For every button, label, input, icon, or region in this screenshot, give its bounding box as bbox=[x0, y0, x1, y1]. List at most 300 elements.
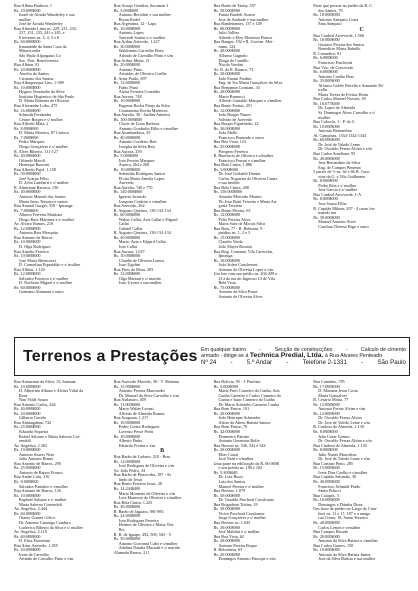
listing-line: Benedicto Maria Rabello bbox=[318, 47, 361, 52]
listing-line: Rua Artur Azevedo, 1.055 bbox=[14, 543, 58, 548]
listing-line: Joao Uyvari e sua mulher bbox=[118, 281, 162, 286]
listing-line: R. B. de Iguape, 492, 500, 502 - V. bbox=[113, 532, 172, 537]
listing-line: Dr. Osvaldo Ferraz Alvim e s/m bbox=[318, 147, 372, 152]
listing-line: Rs. 5:000$000 bbox=[213, 384, 238, 389]
listing-line: Rs. 12:000$000 bbox=[113, 459, 141, 464]
listing-line: Av. João Pedro, 34 bbox=[113, 468, 146, 473]
listing-line: Rs. 10:000$000 bbox=[213, 258, 241, 263]
listing-line: Rosa bbox=[19, 393, 28, 398]
listing-line: rama, 124 bbox=[218, 44, 236, 49]
listing-line: Rua Antonio de Barros, 126 bbox=[14, 489, 61, 494]
listing-line: Rua Alfredo Maia, 2 bbox=[14, 122, 49, 127]
listing-line: Joao Ugolini bbox=[118, 263, 141, 268]
listing-line: Carlos Nogueira de Oliveira Cintra bbox=[218, 176, 278, 181]
listing-line: D. Zelia Lamberti e s/ mulher bbox=[19, 181, 69, 186]
listing-line: Rua Caetano Pinto, 285 bbox=[313, 461, 354, 466]
listing-line: Rs. 10:000$000 bbox=[14, 493, 41, 498]
listing-line: João Borges Nunes bbox=[218, 113, 251, 118]
listing-line: Rs. 20:000$000 bbox=[14, 411, 41, 416]
listing-line: Alfredo de Almeida Ramos bbox=[118, 411, 165, 416]
listing-line: Amador Mercado Montes bbox=[218, 194, 262, 199]
listing-line: Victor Paschoal Cavalcante bbox=[218, 511, 265, 516]
listing-line: Dr. José de Toledo Leme bbox=[318, 142, 360, 147]
listing-line: Rs. 20:000$000 bbox=[14, 548, 41, 553]
listing-line: Pedro Marques bbox=[19, 140, 45, 145]
listing-line: Rs. 20:000$000 bbox=[113, 63, 141, 68]
listing-line: Rs. 150:000$000 bbox=[213, 190, 243, 195]
listing-line: Antonio da Silva Ponte bbox=[218, 290, 258, 295]
listing-line: Antonio da Silva Batista Junior bbox=[318, 552, 371, 557]
listing-line: Rs. 25:000$000 bbox=[213, 144, 241, 149]
listing-line: Elias Catait bbox=[218, 452, 238, 457]
listing-line: Raphael Salsano e s/ mulher bbox=[19, 498, 67, 503]
listing-line: Rua Azevedo, 262 bbox=[113, 204, 145, 209]
listing-line: Rua Aurora, 259 bbox=[113, 149, 142, 154]
listing-line: José Naid e s/mulher bbox=[218, 457, 254, 462]
listing-line: Rs. 30:000$000 bbox=[113, 44, 141, 49]
listing-line: Antonio Sampaio Costa bbox=[318, 17, 359, 22]
listing-line: Jorge Gonçalves e s/ mulher bbox=[218, 516, 266, 521]
listing-line: Francisco Penteado e outro bbox=[218, 135, 264, 140]
listing-line: Rs. 50:000$000 bbox=[213, 8, 241, 13]
listing-line: Francisco Paschiotti bbox=[318, 61, 353, 66]
listing-line: Rs. 20:000$000 bbox=[213, 411, 241, 416]
listing-line: Adelina Natalia Maciotti e s/ marido bbox=[118, 546, 181, 551]
listing-line: R. Barão de Jaguara, 981-983 bbox=[113, 509, 164, 514]
listing-line: Rua Brig. Constant, Vila Caravelas, bbox=[213, 249, 274, 254]
listing-line: Maria Teresa de Freitas Horta bbox=[318, 92, 369, 97]
listing-line: Rs. 7:000$000 bbox=[14, 208, 39, 213]
listing-line: Rua Bela Cintra, 1.886 bbox=[213, 163, 252, 168]
listing-line: Dr. Geraldo Paschoal Cavalcante bbox=[218, 498, 274, 503]
listing-line: mulher bbox=[318, 115, 331, 120]
listing-line: Alfonso Golele Petrella e Armando Pe- bbox=[318, 83, 384, 88]
listing-line: Rs. 20:000$000 bbox=[213, 552, 241, 557]
listing-line: Rua Carlos Manoel Novaes, 49 bbox=[313, 97, 366, 102]
listing-line: Rua Bela Cintra, 288 bbox=[213, 185, 249, 190]
listing-line: Dr. Luiz Rossi bbox=[218, 475, 243, 480]
listing-line: Rafael Salsano e Maria Salerno Cor- bbox=[19, 434, 81, 439]
listing-line: Carolina Theresa Rigo e outro bbox=[318, 224, 369, 229]
listing-line: Walter Callat, Azis Callat e Edgard bbox=[118, 217, 178, 222]
listing-line: Prospero Ferreira bbox=[218, 149, 248, 154]
listing-line: Rua Bangor, 192 e R. Govern. Mei- bbox=[213, 40, 274, 45]
listing-line: Diogo Ruiz Martinez e s/ mulher bbox=[19, 217, 75, 222]
listing-line: Dr. Osvaldo Ferraz Alvim e s/m bbox=[318, 439, 372, 444]
listing-line: Antonio Pereira Marcondes bbox=[118, 389, 166, 394]
listing-line: Antonio Pinto bbox=[118, 67, 143, 72]
listing-line: Rua Bresser ns. 540, 542 e 544 bbox=[213, 443, 266, 448]
listing-line: Rs. 40:000$000 bbox=[213, 49, 241, 54]
listing-line: Azevedo bbox=[118, 181, 134, 186]
listing-line: Rua Carlos Sondhuer, 95 bbox=[313, 151, 356, 156]
listing-line: Claudio de Oliveira Lemos bbox=[118, 258, 165, 263]
listing-line: Claudio Verda bbox=[218, 240, 243, 245]
listing-line: Al. Campinas, 1334-1342-1344 bbox=[313, 133, 367, 138]
listing-line: Rua Boa Vista, 123 bbox=[213, 140, 246, 145]
listing-line: Rs. 10:000$000 bbox=[14, 240, 41, 245]
listing-line: Tancredi Saitori e s/ mulher bbox=[118, 35, 166, 40]
listing-line: Rua Bento Freitas, 251 bbox=[213, 104, 253, 109]
listing-line: Carlos Lemos e s/mulher bbox=[318, 525, 361, 530]
listing-line: Rs. 8:000$000 bbox=[313, 179, 338, 184]
listing-line: D. Carmelina Esperidião e s/ mulher bbox=[19, 263, 81, 268]
listing-line: Jose Rodrigues Ferreira bbox=[118, 518, 159, 523]
listing-line: Orlando Maioli bbox=[19, 158, 45, 163]
listing-line: Rs. 5:000$000 bbox=[213, 167, 238, 172]
listing-line: Cunha e Isaac Carneiro da Cunha bbox=[218, 398, 275, 403]
listing-line: Rs. 100:000$000 bbox=[113, 117, 143, 122]
listing-line: Alziro de Abreu Batista Santos bbox=[218, 420, 271, 425]
listing-line: Diogo Gonçalves e s/ mulher bbox=[19, 144, 68, 149]
listing-line: D. Olga Rodrigues bbox=[19, 244, 51, 249]
listing-line: Rs. 40:000$000 bbox=[313, 520, 340, 525]
listing-line: Rua Carlos Gomes, 150 bbox=[313, 543, 354, 548]
listing-line: Rs. 60:000$000 bbox=[14, 285, 41, 290]
listing-line: e seu prédio ns. 100 e 102 bbox=[218, 466, 263, 471]
listing-line: Rs. 30:000$000 bbox=[313, 215, 340, 220]
listing-line: São Paulo Alpargatas Co. bbox=[19, 54, 62, 59]
listing-line: Rua Albuquerque Lins, 1-389 bbox=[14, 81, 64, 86]
listing-line: Irene de Carvalho bbox=[19, 552, 49, 557]
listing-column-8 bbox=[313, 380, 410, 589]
listing-line: Rs. 30:000$000 bbox=[213, 525, 241, 530]
listing-line: Rua Aurora, 1.027 bbox=[113, 249, 145, 254]
listing-line: Antonio Gordinho Filho e s/mulher bbox=[118, 126, 179, 131]
listing-line: e sua mulher bbox=[218, 181, 240, 186]
listing-line: Felix Pereira Alves bbox=[218, 217, 251, 222]
listing-line: Rs. 60:000$000 bbox=[113, 213, 141, 218]
listing-line: Arlindo de Carvalho Pinto e s/m bbox=[19, 557, 74, 562]
listing-line: Rua Aurelio Ferreira bbox=[14, 249, 49, 254]
listing-line: Eng. de Ivo Maria Gonçalves da Silva bbox=[218, 81, 283, 86]
listing-line: Av. B. da R. Branco, 73 bbox=[213, 67, 254, 72]
listing-line: Ipiranga bbox=[218, 254, 233, 259]
listing-column-7 bbox=[214, 380, 311, 589]
listing-line: Rua Alexandre Lobo, 475 bbox=[14, 104, 58, 109]
listing-line: Rua Antonio de Barros bbox=[14, 235, 53, 240]
listing-line: Parte que possue no prédio da R. C. bbox=[313, 4, 374, 8]
listing-line: Um fruto de prédio no Largo do Cam- bbox=[313, 507, 378, 512]
listing-line: Um lote com um prédio ns. 204-208 e bbox=[213, 272, 278, 277]
listing-line: R. Almirante Barroso, 156 bbox=[14, 185, 59, 190]
listing-line: Bela Vista bbox=[218, 281, 236, 286]
listing-line: Arlindo de Carvalho Pinto e s/m bbox=[118, 54, 174, 59]
ad-line1-right: Calculo de cimento bbox=[360, 346, 406, 353]
listing-line: Maria Gonçalves bbox=[318, 393, 347, 398]
listing-line: Rs. 8:000$000 bbox=[313, 197, 338, 202]
listing-line: Rua Cardoso de Almeida, 1.130 bbox=[313, 443, 367, 448]
listing-line: Hermes de Oliveira e Maria Vila bbox=[118, 523, 174, 528]
listing-line: Mario, Aziz e Edgard Callat bbox=[118, 240, 166, 245]
listing-line: Rua Anhangabau, 742 bbox=[14, 420, 52, 425]
listing-line: Rua Caminho, 785 bbox=[313, 380, 345, 384]
listing-line: Rs. 60:000$000 bbox=[313, 138, 340, 143]
listing-line: Rua Alabastro, 459 bbox=[113, 398, 146, 403]
listing-line: Misericordia bbox=[19, 49, 41, 54]
listing-line: Rs. 10:000$000 bbox=[14, 8, 41, 13]
listing-line: Antonio Manoel dos Santos bbox=[19, 194, 66, 199]
listing-line: D. Elisa Fiorentini bbox=[19, 539, 51, 544]
listing-line: Rs. 15:000$000 bbox=[113, 384, 141, 389]
listing-line: Instituto Hygienico de São Paulo bbox=[19, 94, 75, 99]
listing-line: Jose Maria Bitencourt bbox=[19, 258, 56, 263]
listing-line: Rs. 10:000$000 bbox=[113, 434, 141, 439]
listing-line: Rs. 8:000$000 bbox=[313, 430, 338, 435]
ad-line1-left: Em qualquer bairro bbox=[201, 346, 247, 353]
listing-line: Rs. 10:000$000 bbox=[14, 254, 41, 259]
listing-line: B bbox=[160, 448, 165, 455]
listing-line: José da Silva Batista e sua mulher bbox=[318, 557, 376, 562]
listing-line: Antonio Pereira Roque bbox=[218, 543, 258, 548]
ad-phone: Telefone 2-1331 bbox=[302, 358, 347, 366]
listing-line: Ignacio Iwancki bbox=[118, 194, 146, 199]
listing-line: Cunha Carneiro e Carlos Carneiro da bbox=[218, 393, 281, 398]
listing-line: Eduardo Siqueira bbox=[19, 430, 49, 435]
listing-column-4 bbox=[313, 4, 410, 334]
listing-line: D. Maria Moreira, 87 Carioca bbox=[19, 131, 69, 136]
listing-line: Rs. 20:000$000 bbox=[213, 448, 241, 453]
listing-line: Elvira Maria Amelia Lopes bbox=[118, 176, 165, 181]
listing-line: Jose Callat bbox=[118, 244, 138, 249]
listing-line: Rs. 11:000$000 bbox=[113, 402, 141, 407]
listing-line: Dr. Mario Sobrinho Carneiro Cunha bbox=[218, 402, 280, 407]
listing-column-6 bbox=[114, 380, 211, 589]
listing-line: Salvador Fonseca e s/ mulher bbox=[19, 276, 69, 281]
ad-company: Technica Predial, Ltda. bbox=[249, 352, 324, 360]
listing-line: Rua Araguaia, 1.217 bbox=[113, 416, 149, 421]
listing-line: D. Mariana Jesus Costa bbox=[318, 389, 358, 394]
listing-line: Uma parte na edificação da R. 60:000$ bbox=[213, 461, 279, 466]
listing-line: Waldomiro Carvalho Pinto bbox=[118, 49, 164, 54]
listing-line: Rs. 40:000$000 bbox=[14, 407, 41, 412]
listing-line: Av. Angelica, 2.118 bbox=[14, 530, 47, 535]
listing-line: José Rodrigues de Oliveira e s/m bbox=[118, 464, 174, 469]
listing-line: Antonio de Oliveira Lopes e s/m. bbox=[218, 267, 275, 272]
listing-line: Diogo de Camillo bbox=[218, 58, 249, 63]
listing-line: Rua Andre Lulu, 310 bbox=[14, 475, 50, 480]
listing-line: prédios ns. 1, 2 e 3 bbox=[218, 231, 251, 236]
listing-line: Rua Bandeirantes, 137 e 149 bbox=[213, 22, 262, 27]
listing-line: Sebastião Rodrigues Santos bbox=[118, 172, 166, 177]
listing-line: Julio Antonio Bruno bbox=[19, 457, 54, 462]
ad-street-number: Nº 24 bbox=[201, 358, 217, 366]
listing-line: Salvino de Azevedo bbox=[218, 117, 252, 122]
listing-line: Fanita Burdelt Avarez bbox=[218, 13, 256, 18]
listing-line: 6 terrenos ns. 3, 4, 5 e 6 bbox=[19, 35, 60, 40]
listing-line: Gilberto Gavião bbox=[19, 416, 47, 421]
listing-line: Ema Sampaio bbox=[318, 22, 342, 27]
listing-line: Pedro Reis e s/ mulher bbox=[318, 183, 357, 188]
listing-line: Santo Pelucci bbox=[318, 489, 342, 494]
listing-line: Constantino Rocha Medeiros bbox=[118, 108, 168, 113]
listing-line: Rs. 60:000$000 bbox=[14, 511, 41, 516]
listing-column-3 bbox=[214, 4, 311, 334]
listing-line: Jose Pereira Marques bbox=[118, 158, 155, 163]
listing-line: Germano Altamani e outro bbox=[19, 290, 64, 295]
listing-line: Rs. 75:000$000 bbox=[213, 285, 241, 290]
listing-line: Rs. 17:000$000 bbox=[313, 384, 340, 389]
ad-title: Terrenos a Prestações bbox=[23, 347, 198, 365]
listing-line: Aristides de Oliveira Coelho bbox=[118, 72, 167, 77]
listing-line: João Ernani Pardini bbox=[218, 76, 252, 81]
listing-line: Cristiano dos Santos bbox=[19, 76, 54, 81]
listing-line: Rua Bolivia, 95 - J. Paulista bbox=[213, 380, 261, 384]
listing-line: Maria Saez de Morais Silva bbox=[218, 222, 266, 227]
listing-line: Av. Angelica, 2.363 bbox=[14, 443, 48, 448]
listing-line: Rua Borges Figueiredo, 22 bbox=[213, 122, 259, 127]
listing-line: Olga Mariani e s/ marido bbox=[118, 276, 161, 281]
listing-line: R. Cesario Motta, 77 bbox=[313, 398, 349, 403]
listing-line: Fabio Piani bbox=[118, 85, 138, 90]
listing-line: Rs. 10:000$000 bbox=[313, 13, 340, 18]
listing-line: Rs. 25:000$000 bbox=[14, 425, 41, 430]
listing-line: Maria Jesus Teixeira e outros bbox=[19, 199, 68, 204]
listing-line: Rs. 40:000$000 bbox=[14, 190, 41, 195]
listing-line: Maria Pires Carneiro da Cunha, Aris bbox=[218, 389, 280, 394]
listing-line: João Henrique Schneider bbox=[218, 416, 261, 421]
listing-line: Otavio Gomes Celico bbox=[19, 516, 56, 521]
listing-line: Rua Visc. de Concessão bbox=[313, 65, 354, 70]
listing-line: trella bbox=[318, 88, 327, 93]
listing-line: C bbox=[359, 26, 364, 33]
listing-line: lindo de Jesus bbox=[118, 477, 143, 482]
listing-line: Israel de Arruda Wanderley e sua bbox=[19, 13, 75, 18]
listings-top bbox=[14, 4, 410, 334]
listing-line: vina da G. e Vila Guilherme bbox=[318, 174, 366, 179]
listing-column-2 bbox=[114, 4, 211, 334]
listing-column-5 bbox=[14, 380, 111, 589]
listing-line: Julio Vallim bbox=[218, 31, 239, 36]
listing-line: Rs. 60:000$000 bbox=[14, 40, 41, 45]
listing-line: Rua Araujo Gondim, Sacoman 2 bbox=[113, 4, 169, 8]
listing-line: dos Santos, 79 bbox=[318, 8, 343, 13]
listing-line: Rs. 25:000$000 bbox=[14, 466, 41, 471]
listing-line: 5 partes de ½ ns. 64 e 66 R. Cara- bbox=[313, 170, 371, 175]
listing-line: Antonio Soares Neto bbox=[19, 452, 55, 457]
listing-line: Rua Albion, 81 bbox=[14, 63, 40, 68]
listing-line: Rs. 30:000$000 bbox=[213, 507, 241, 512]
listing-line: Gustavo Pereira dos Santos bbox=[318, 42, 365, 47]
listing-line: Antonio de Barros Franco bbox=[19, 470, 63, 475]
listing-line: rendoli bbox=[19, 439, 31, 444]
listing-line: Rua Argentina, 12 - Lapa bbox=[113, 22, 157, 27]
listing-line: Antonio Cordeiro Reis bbox=[118, 140, 157, 145]
listing-line: Rs. 30:000$000 bbox=[113, 505, 141, 510]
listing-line: Rs. 40:000$000 bbox=[14, 154, 41, 159]
listing-line: José Scarpa Filho bbox=[19, 176, 49, 181]
listing-line: Rs. 6:000$000 bbox=[313, 56, 338, 61]
listing-line: mando rua bbox=[318, 211, 337, 216]
listing-line: Rua Albina Barbosa, 1 bbox=[14, 4, 52, 8]
ad-city: São Paulo bbox=[377, 358, 406, 366]
listing-line: Rua Bresser ns. 1.043 bbox=[213, 520, 251, 525]
listing-line: Joaquim Cordoso e s/mulher bbox=[118, 199, 167, 204]
listing-line: Nair Vidal Souza bbox=[19, 398, 48, 403]
listing-line: Alberto Ferreira Martinez bbox=[19, 213, 63, 218]
listing-line: Rs. 40:000$000 bbox=[313, 156, 340, 161]
listing-line: Rs. 10:000$000 bbox=[313, 124, 340, 129]
listing-column-1 bbox=[14, 4, 111, 334]
listing-line: Rs. 30:000$000 bbox=[213, 126, 241, 131]
listing-line: D. Maria Romana de Oliveira bbox=[19, 99, 69, 104]
listing-line: Rua Antonio Carlos, 444 bbox=[14, 402, 56, 407]
listing-line: Clovis de Lima Barbosa bbox=[118, 122, 160, 127]
listing-line: Callat bbox=[118, 222, 129, 227]
listing-line: Rs. 16:000$000 bbox=[14, 108, 41, 113]
listing-line: Rs. 20:000$000 bbox=[213, 72, 241, 77]
listing-line: Rs. 20:000$000 bbox=[313, 534, 340, 539]
listing-line: Josepha da Silva Reis bbox=[118, 144, 156, 149]
listing-line: Rs. 12:000$000 bbox=[313, 411, 340, 416]
listing-line: Rs. 8:000$000 bbox=[14, 126, 39, 131]
listing-line: Rua Barão de Piracicaba, 187 - Ar bbox=[113, 473, 172, 478]
listing-line: Alfonso Gagnolo bbox=[218, 54, 248, 59]
listing-line: Rs. 10:000$000 bbox=[113, 99, 141, 104]
listing-line: José de Arruda Wanderley bbox=[19, 22, 63, 27]
listing-line: Jose Souza Filho bbox=[318, 201, 347, 206]
listing-line: Rs. 60:000$000 bbox=[14, 534, 41, 539]
listing-line: Rua Capitão Salomão, 30 bbox=[313, 475, 357, 480]
ad-line2-pre: armado - dirige-se á bbox=[201, 353, 249, 360]
listing-line: Jose de Andrade e sua mulher bbox=[218, 17, 269, 22]
listing-line: Av. Angelica, 2.444 bbox=[14, 507, 48, 512]
listing-line: Francisco Schmidt Prado bbox=[318, 484, 361, 489]
listing-line: Rs. 20:000$000 bbox=[213, 539, 241, 544]
listing-line: João Soleri Conchetoni bbox=[218, 263, 258, 268]
listing-line: Rua Cardeal Arcoverde, 1.566 bbox=[313, 33, 365, 38]
listing-line: Gabriel Callat bbox=[118, 226, 143, 231]
listing-line: Rs. 50:000$000 bbox=[213, 493, 241, 498]
listing-line: Antonio Giovanni Cabo e s/mulher bbox=[118, 541, 178, 546]
listing-line: Rs. 12:000$000 bbox=[14, 226, 41, 231]
listing-line: Rua Boa Vista, 62 bbox=[213, 534, 244, 539]
listing-line: Rua Pires da Mota, 283 bbox=[113, 267, 154, 272]
listing-line: Rs. 14:244$400 bbox=[113, 487, 141, 492]
listing-line: Antonio Reis Mesquita bbox=[19, 231, 58, 236]
listing-line: Rs. 10:000$000 bbox=[313, 548, 340, 553]
listing-line: 237, 231, 235, 241 e 245, e bbox=[19, 31, 65, 36]
listing-line: R. Bolonhesa, 63 bbox=[213, 548, 243, 553]
listing-line: Rs. 80:000$000 bbox=[213, 26, 241, 31]
listing-line: João Mayer Rossini bbox=[218, 244, 252, 249]
listing-line: Rs. 10:000$000 bbox=[14, 85, 41, 90]
listing-line: Rua Albion, 1.120 bbox=[14, 267, 45, 272]
listing-line: Antonio Coelho Braz bbox=[318, 74, 355, 79]
listing-line: Rua Antonio de Barros, 290 bbox=[14, 461, 61, 466]
listing-line: Dr. Osvaldo Ferraz Alvim bbox=[318, 416, 362, 421]
listing-line: Domingos Antonio Principe e s/m. bbox=[218, 557, 277, 562]
listing-line: Rs. 12:000$000 bbox=[213, 213, 241, 218]
listing-line: Rs. 5:309$681 bbox=[213, 470, 238, 475]
listing-line: Rs. 20:000$000 bbox=[14, 67, 41, 72]
listing-line: Rua Caboclo, 1 - P. do C bbox=[313, 120, 355, 125]
listing-line: Rs. 15:000$000 bbox=[213, 235, 241, 240]
listing-line: Rua Cardeal Arcoverde, 1-A bbox=[313, 192, 362, 197]
listing-line: mulher bbox=[19, 17, 31, 22]
listing-line: Antonio Ferraz Alvim e s/m bbox=[318, 407, 366, 412]
listing-line: Rua Bom Pastor, 70 bbox=[213, 425, 248, 430]
listing-line: Rs. 12:000$000 bbox=[213, 108, 241, 113]
listing-line: Alzira Ferreira Coutinho bbox=[118, 90, 161, 95]
listing-line: Mario Walter Leonzi bbox=[118, 407, 154, 412]
advertisement-banner bbox=[14, 337, 410, 376]
listing-line: Alameda Barros, 211 bbox=[113, 550, 150, 555]
listing-line: Alfredo e Eloy Monteiro Barros bbox=[218, 35, 273, 40]
listing-line: Eduardo Freitas e s/m bbox=[118, 443, 156, 448]
ad-floor: 5.º Andar bbox=[246, 358, 273, 366]
listing-line: Rua Azevedo Macedo, 58 - V. Mariana bbox=[113, 380, 179, 384]
